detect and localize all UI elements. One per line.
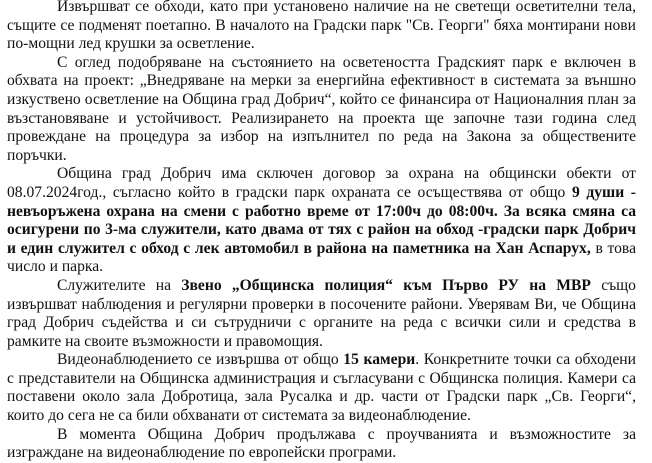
paragraph-energy-project: [7, 54, 636, 166]
paragraph-lighting-repairs: [7, 0, 636, 54]
paragraph-text: Служителите на: [57, 276, 182, 294]
paragraph-security-contract: [7, 165, 636, 277]
paragraph-bold-text: 9 души - невъоръжена охрана на смени с работно време от 17:00ч до 08:00ч. За всяка смяна са осигурени по 3-ма служители, като двама от тях с район на обход -градски парк Добрич и един служител с обход с лек автомобил в района на паметника на Хан Аспарух,: [7, 183, 636, 257]
paragraph-bold-text: 15 камери: [343, 351, 416, 369]
paragraph-text: С оглед подобряване на състоянието на осветеността Градският парк е включен в обхвата на проект: „Внедряване на мерки за енергийна ефективност в системата за външно изкуствено осветление на Община град Добрич“, който се финансира от Националния план за възстановяване и устойчивост. Реализирането на проекта ще започне тази година след провеждане на процедура за избор на изпълнител по реда на Закона за обществените поръчки.: [7, 53, 636, 164]
paragraph-bold-text: Звено „Общинска полиция“ към Първо РУ на МВР: [181, 276, 591, 294]
paragraph-european-programs: [7, 426, 636, 463]
paragraph-text: Община град Добрич има сключен договор за охрана на общински обекти от 08.07.2024год., съгласно който в градски парк охраната се осъществява от общо: [7, 165, 636, 201]
paragraph-municipal-police: [7, 277, 636, 351]
paragraph-text: Видеонаблюдението се извършва от общо: [57, 351, 344, 369]
paragraph-text: В момента Община Добрич продължава с проучванията и възможностите за изграждане на видеонаблюдение по европейски програми.: [7, 425, 636, 462]
paragraph-text: . Конкретните точки са обходени с представители на Общинска администрация и съгласувани с Общинска полиция. Камери са поставени около зала Добротица, зала Русалка и др. части от Градски парк „Св. Георги“, които до сега не са били обхванати от системата за видеонаблюдение.: [7, 351, 636, 425]
paragraph-text: в това число и парка.: [7, 239, 636, 276]
paragraph-video-surveillance: [7, 351, 636, 425]
document-body: [7, 0, 636, 463]
paragraph-text: също извършват наблюдения и регулярни проверки в посочените райони. Уверявам Ви, че Община град Добрич съдейства и си сътрудничи с органите на реда с всички сили и средства в рамките на своите възможности и правомощия.: [7, 276, 636, 350]
paragraph-text: Извършват се обходи, като при установено наличие на не светещи осветителни тела, същите се подменят поетапно. В началото на Градски парк "Св. Георги" бяха монтирани нови по-мощни лед крушки за осветление.: [7, 0, 636, 53]
